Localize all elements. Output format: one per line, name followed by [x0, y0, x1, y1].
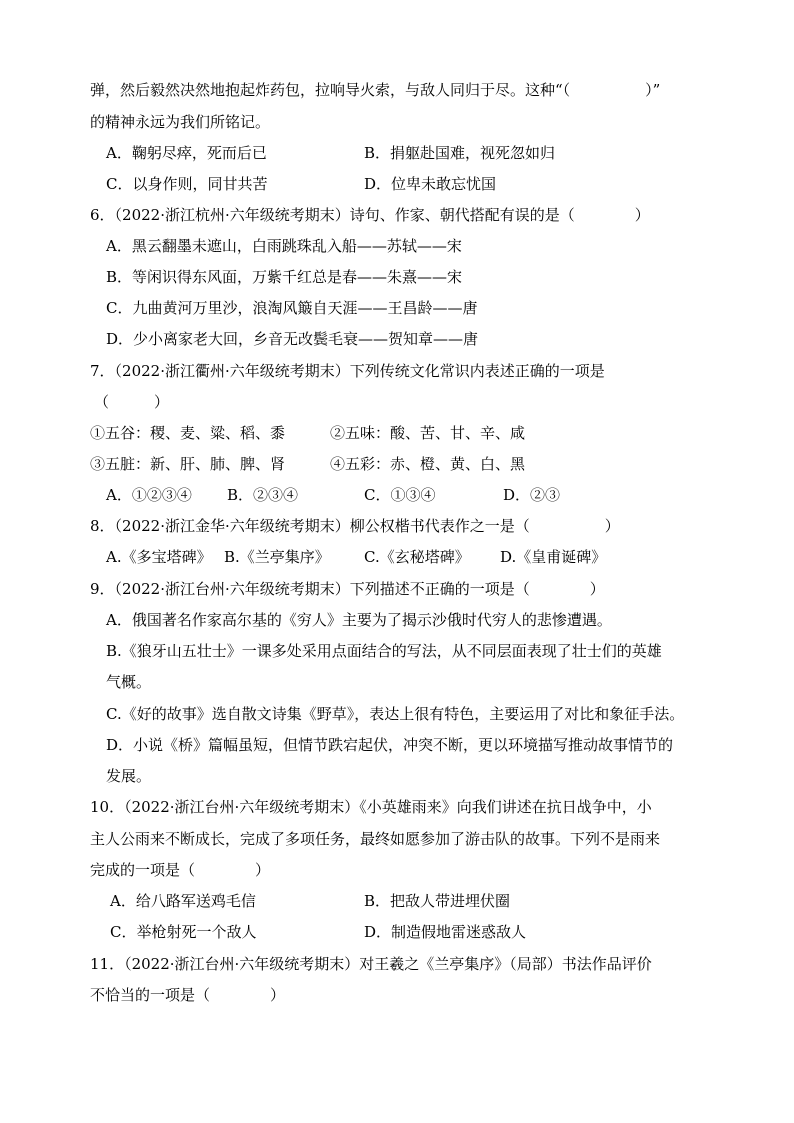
q8-option-b: B.《兰亭集序》 [224, 548, 330, 566]
q5-option-c: C．以身作则，同甘共苦 [106, 175, 268, 193]
q7-item-4: ④五彩：赤、橙、黄、白、黑 [330, 455, 526, 473]
q9-option-a: A．俄国著名作家高尔基的《穷人》主要为了揭示沙俄时代穷人的悲惨遭遇。 [106, 611, 612, 629]
q10-stem-line1: 10．（2022·浙江台州·六年级统考期末）《小英雄雨来》向我们讲述在抗日战争中，小 [90, 798, 652, 816]
q8-stem: 8．（2022·浙江金华·六年级统考期末）柳公权楷书代表作之一是（ ） [90, 517, 620, 535]
q8-option-c: C.《玄秘塔碑》 [364, 548, 470, 566]
q11-stem-line1: 11．（2022·浙江台州·六年级统考期末）对王羲之《兰亭集序》（局部）书法作品评价 [90, 955, 652, 973]
q10-option-b: B．把敌人带进埋伏圈 [364, 892, 511, 910]
q6-option-b: B．等闲识得东风面，万紫千红总是春——朱熹——宋 [106, 268, 463, 286]
q7-item-2: ②五味：酸、苦、甘、辛、咸 [330, 424, 526, 442]
q10-option-d: D．制造假地雷迷惑敌人 [364, 923, 527, 941]
q7-option-d: D．②③ [503, 486, 561, 504]
q5-option-a: A．鞠躬尽瘁，死而后已 [106, 144, 267, 162]
q7-option-b: B．②③④ [227, 486, 299, 504]
q9-stem: 9．（2022·浙江台州·六年级统考期末）下列描述不正确的一项是（ ） [90, 580, 605, 598]
q9-option-c: C.《好的故事》选自散文诗集《野草》，表达上很有特色，主要运用了对比和象征手法。 [106, 705, 685, 723]
q10-option-a: A．给八路军送鸡毛信 [110, 892, 256, 910]
q6-option-a: A．黑云翻墨未遮山，白雨跳珠乱入船——苏轼——宋 [106, 237, 462, 255]
q10-option-c: C．举枪射死一个敌人 [110, 923, 257, 941]
q7-item-3: ③五脏：新、肝、肺、脾、肾 [90, 455, 286, 473]
q5-stem-line2: 的精神永远为我们所铭记。 [90, 113, 271, 131]
q10-stem-line2: 主人公雨来不断成长，完成了多项任务，最终如愿参加了游击队的故事。下列不是雨来 [90, 830, 661, 848]
q6-option-d: D．少小离家老大回，乡音无改鬓毛衰——贺知章——唐 [106, 330, 479, 348]
q6-option-c: C．九曲黄河万里沙，浪淘风簸自天涯——王昌龄——唐 [106, 299, 478, 317]
q7-option-a: A．①②③④ [106, 486, 192, 504]
q7-stem: 7．（2022·浙江衢州·六年级统考期末）下列传统文化常识内表述正确的一项是 [90, 362, 605, 380]
q5-stem-line1: 弹，然后毅然决然地抱起炸药包，拉响导火索，与敌人同归于尽。这种“（ ）” [90, 81, 661, 99]
q6-stem: 6．（2022·浙江杭州·六年级统考期末）诗句、作家、朝代搭配有误的是（ ） [90, 206, 650, 224]
q9-option-d-line2: 发展。 [106, 767, 152, 785]
q11-stem-line2: 不恰当的一项是（ ） [90, 986, 286, 1004]
q10-stem-line3: 完成的一项是（ ） [90, 861, 271, 879]
q7-option-c: C．①③④ [364, 486, 436, 504]
q9-option-b-line2: 气概。 [106, 673, 152, 691]
q8-option-a: A.《多宝塔碑》 [106, 548, 212, 566]
q9-option-b-line1: B.《狼牙山五壮士》一课多处采用点面结合的写法，从不同层面表现了壮士们的英雄 [106, 642, 662, 660]
q8-option-d: D.《皇甫诞碑》 [500, 548, 607, 566]
q9-option-d-line1: D．小说《桥》篇幅虽短，但情节跌宕起伏，冲突不断，更以环境描写推动故事情节的 [106, 736, 674, 754]
q5-option-d: D．位卑未敢忘忧国 [364, 175, 497, 193]
q7-item-1: ①五谷：稷、麦、粱、稻、黍 [90, 424, 286, 442]
q5-option-b: B．捐躯赴国难，视死忽如归 [364, 144, 556, 162]
q7-blank: （ ） [94, 393, 170, 411]
